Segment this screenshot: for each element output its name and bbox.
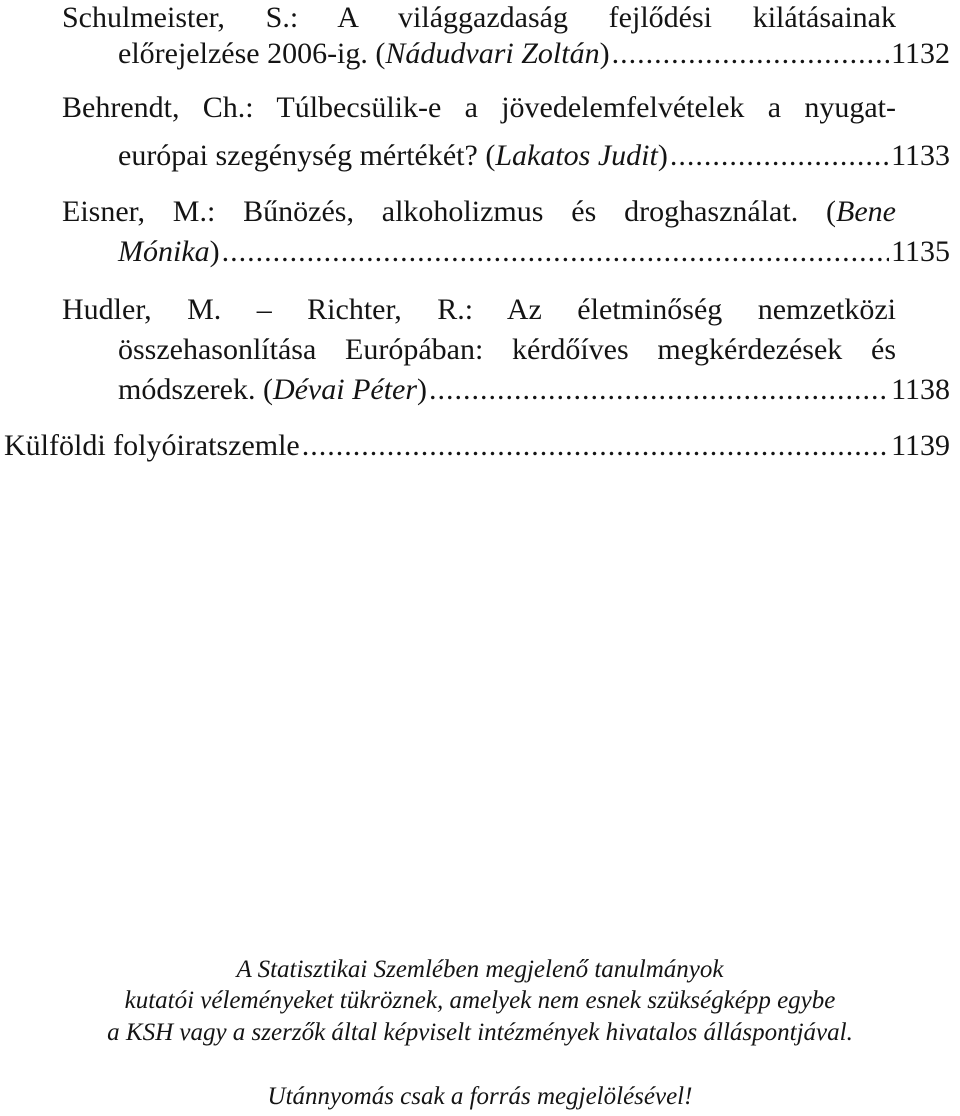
disclaimer-line-2: kutatói véleményeket tükröznek, amelyek nem esnek szükségképp egybe — [124, 987, 836, 1014]
page-number: 1139 — [891, 429, 950, 462]
entry-title-line-1: Hudler, M. – Richter, R.: Az életminőség nemzetközi — [62, 293, 896, 326]
page-number: 1138 — [891, 373, 950, 406]
reviewer-name: Nádudvari Zoltán — [385, 37, 600, 70]
dot-leader — [302, 428, 889, 464]
reviewer-name-part-2: Mónika — [118, 235, 210, 268]
dot-leader — [670, 138, 889, 174]
entry-title-text: módszerek. ( — [118, 373, 273, 406]
reviewer-name: Dévai Péter — [272, 373, 418, 406]
reviewer-name: Lakatos Judit — [495, 139, 658, 172]
dot-leader — [429, 372, 889, 408]
page-number: 1135 — [891, 235, 950, 268]
entry-title-line-3 — [118, 372, 950, 408]
close-paren: ) — [209, 235, 220, 268]
entry-title-line-2 — [118, 138, 950, 174]
entry-title-text: előrejelzése 2006-ig. ( — [118, 37, 386, 70]
entry-title-line-1 — [62, 194, 896, 230]
close-paren: ) — [417, 373, 428, 406]
entry-title-line-1: Schulmeister, S.: A világgazdaság fejlődési kilátásainak — [62, 1, 896, 34]
entry-title-line-1: Behrendt, Ch.: Túlbecsülik-e a jövedelemfelvételek a nyugat- — [62, 91, 896, 124]
entry-title-line-2 — [118, 36, 950, 72]
entry-title-line-2: összehasonlítása Európában: kérdőíves megkérdezések és — [118, 333, 896, 366]
entry-title-line-2 — [118, 234, 950, 270]
close-paren: ) — [599, 37, 610, 70]
page-number: 1132 — [891, 37, 950, 70]
disclaimer-line-3: a KSH vagy a szerzők által képviselt intézmények hivatalos álláspontjával. — [107, 1019, 853, 1046]
toc-section-kulfoldi-folyoiratszemle — [4, 428, 950, 464]
reprint-notice: Utánnyomás csak a forrás megjelölésével! — [267, 1083, 693, 1110]
section-title: Külföldi folyóiratszemle — [4, 429, 300, 462]
dot-leader — [222, 234, 889, 270]
dot-leader — [612, 36, 890, 72]
disclaimer-line-1: A Statisztikai Szemlében megjelenő tanulmányok — [236, 956, 724, 983]
entry-title-text: európai szegénység mértékét? ( — [118, 139, 496, 172]
page-number: 1133 — [891, 139, 950, 172]
entry-title-text: Eisner, M.: Bűnözés, alkoholizmus és droghasználat. ( — [62, 195, 837, 228]
close-paren: ) — [657, 139, 668, 172]
reviewer-name-part-1: Bene — [836, 195, 896, 228]
